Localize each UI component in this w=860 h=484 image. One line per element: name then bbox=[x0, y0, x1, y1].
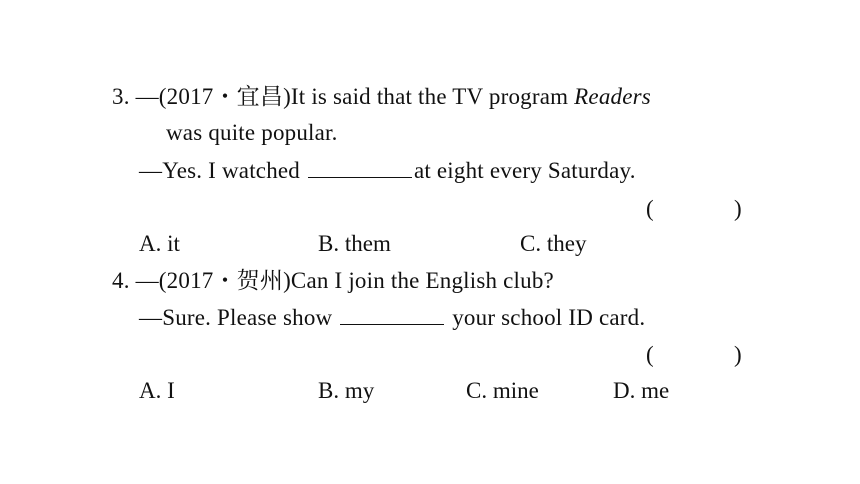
question-4-reply-after: your school ID card. bbox=[446, 305, 646, 330]
question-3-stem bbox=[112, 82, 651, 112]
question-3-stem-text: —(2017・宜昌)It is said that the TV program bbox=[135, 84, 575, 109]
question-3-reply-before: —Yes. I watched bbox=[139, 158, 306, 183]
question-4-reply bbox=[139, 303, 645, 333]
question-3-option-b[interactable]: B. them bbox=[318, 231, 391, 256]
question-3-reply-after: at eight every Saturday. bbox=[413, 158, 636, 183]
question-3-answer-blank[interactable] bbox=[308, 157, 412, 178]
question-3-bracket-left: ( bbox=[646, 196, 654, 221]
question-4-bracket-left: ( bbox=[646, 342, 654, 367]
question-3-reply bbox=[139, 156, 636, 186]
question-4-option-d[interactable]: D. me bbox=[613, 378, 670, 403]
question-3-bracket-right: ) bbox=[734, 196, 742, 221]
question-4-stem bbox=[112, 266, 554, 296]
question-4-answer-blank[interactable] bbox=[340, 304, 444, 325]
question-4-reply-before: —Sure. Please show bbox=[139, 305, 339, 330]
question-3-stem-continuation: was quite popular. bbox=[166, 120, 338, 145]
question-4-option-b[interactable]: B. my bbox=[318, 378, 375, 403]
question-4-bracket-right: ) bbox=[734, 342, 742, 367]
question-4-stem-text: —(2017・贺州)Can I join the English club? bbox=[135, 268, 554, 293]
question-3-program-title: Readers bbox=[574, 84, 651, 109]
question-3-number: 3. bbox=[112, 84, 130, 109]
question-4-option-a[interactable]: A. I bbox=[139, 378, 175, 403]
question-3-option-a[interactable]: A. it bbox=[139, 231, 180, 256]
question-3-option-c[interactable]: C. they bbox=[520, 231, 587, 256]
question-4-option-c[interactable]: C. mine bbox=[466, 378, 539, 403]
question-4-number: 4. bbox=[112, 268, 130, 293]
